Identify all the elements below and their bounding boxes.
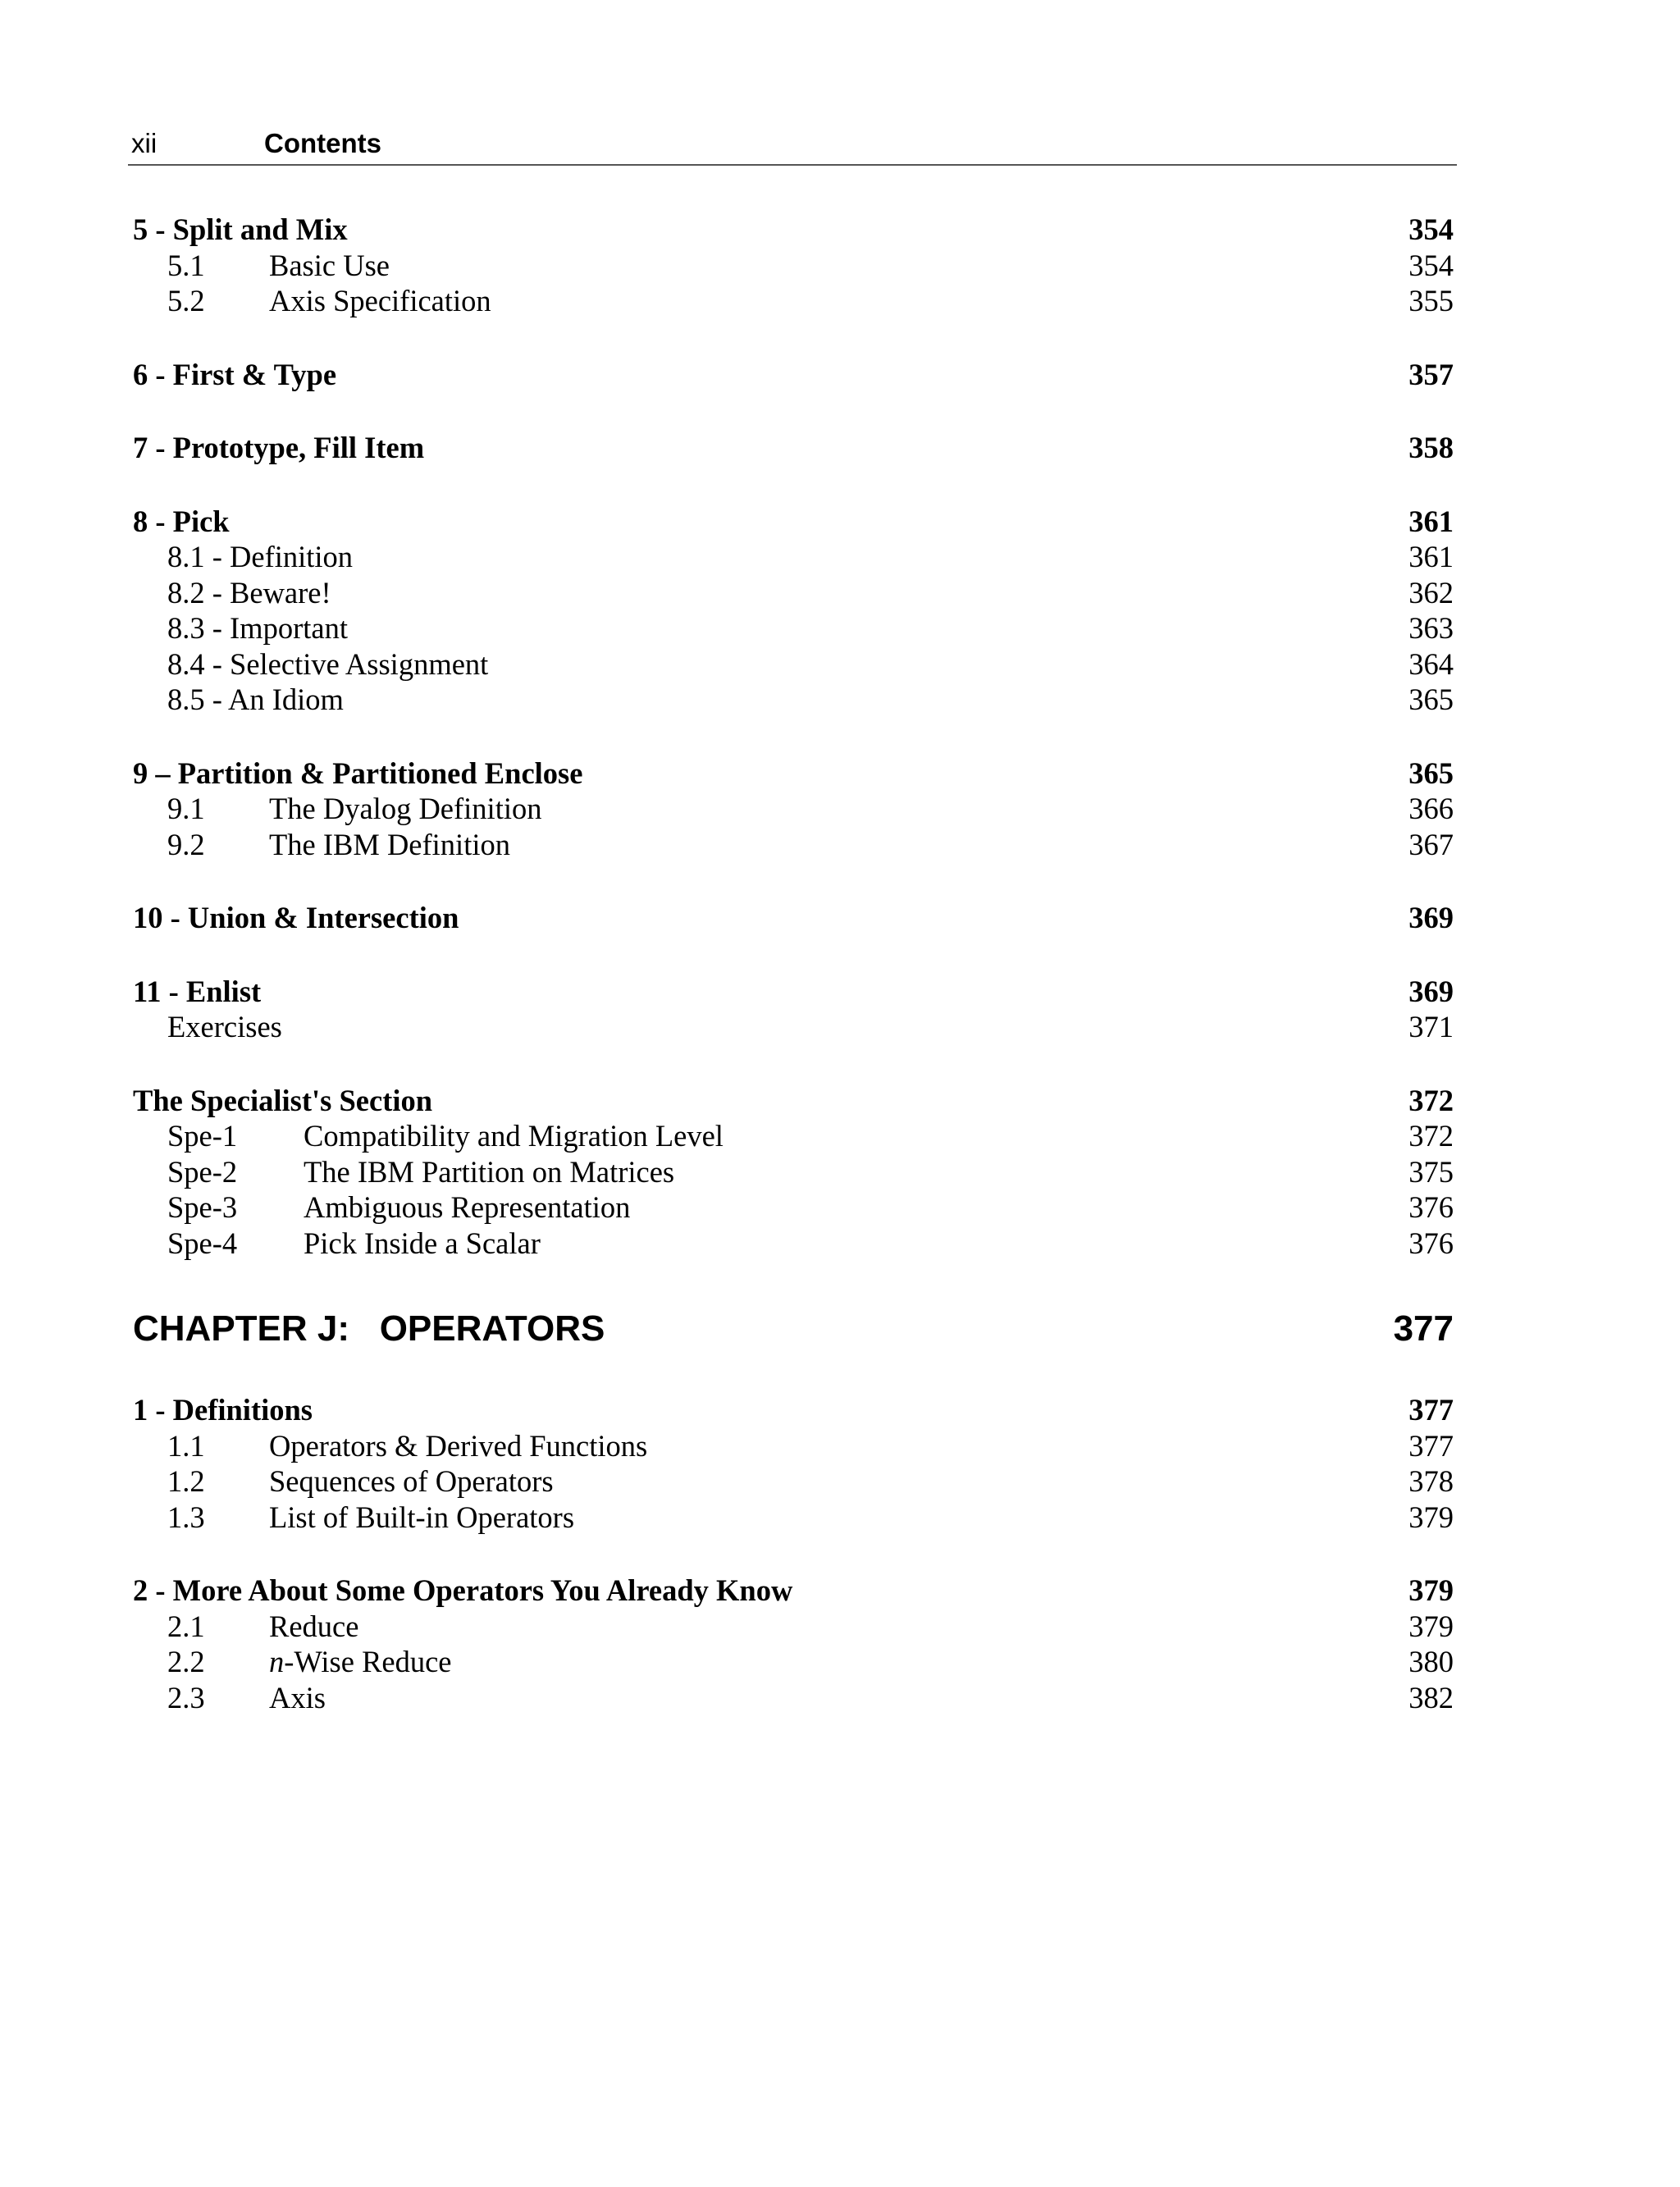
subentry-title: Sequences of Operators xyxy=(269,1464,554,1498)
entry-page: 377 xyxy=(1408,1393,1454,1427)
subentry-page: 377 xyxy=(1408,1428,1454,1463)
entry-title: 2 - More About Some Operators You Already Know xyxy=(133,1573,793,1607)
subentry-title: Ambiguous Representation xyxy=(304,1190,631,1224)
entry-title: 8 - Pick xyxy=(133,504,230,538)
toc-entry[interactable] xyxy=(133,900,1454,936)
entry-page: 361 xyxy=(1408,504,1454,538)
subentry-number: Spe-3 xyxy=(167,1190,238,1224)
entry-title: 7 - Prototype, Fill Item xyxy=(133,431,425,464)
toc-section xyxy=(133,1083,1454,1262)
subentry-number: 1.3 xyxy=(167,1500,205,1534)
subentry-number: 9.1 xyxy=(167,792,205,825)
entry-title: 6 - First & Type xyxy=(133,357,337,391)
toc-subentry[interactable] xyxy=(133,610,1454,646)
toc-section xyxy=(133,504,1454,718)
entry-title: 1 - Definitions xyxy=(133,1393,313,1427)
subentry-title: 8.2 - Beware! xyxy=(167,575,331,610)
subentry-number: Spe-4 xyxy=(167,1226,238,1260)
subentry-page: 379 xyxy=(1408,1500,1454,1534)
toc-entry[interactable] xyxy=(133,756,1454,792)
entry-title: 11 - Enlist xyxy=(133,974,262,1008)
subentry-title: 8.3 - Important xyxy=(167,611,348,645)
toc-section xyxy=(133,756,1454,863)
subentry-number: 2.3 xyxy=(167,1680,205,1714)
subentry-title-rest: -Wise Reduce xyxy=(284,1645,452,1678)
running-header xyxy=(128,123,1457,166)
toc-subentry[interactable] xyxy=(133,248,1454,284)
table-of-contents xyxy=(133,212,1454,1753)
entry-page: 357 xyxy=(1408,357,1454,391)
subentry-number: 5.1 xyxy=(167,248,205,282)
toc-entry[interactable] xyxy=(133,1083,1454,1119)
toc-entry[interactable] xyxy=(133,1392,1454,1428)
toc-section xyxy=(133,900,1454,936)
toc-subentry[interactable] xyxy=(133,1644,1454,1680)
toc-subentry[interactable] xyxy=(133,682,1454,718)
subentry-page: 376 xyxy=(1408,1190,1454,1224)
subentry-title: 8.1 - Definition xyxy=(167,540,354,573)
subentry-number: 9.2 xyxy=(167,827,205,861)
subentry-title: Exercises xyxy=(167,1010,282,1043)
subentry-title: Axis xyxy=(269,1680,326,1714)
subentry-title-italic: n xyxy=(269,1645,285,1678)
toc-subentry[interactable] xyxy=(133,1189,1454,1226)
subentry-page: 375 xyxy=(1408,1154,1454,1189)
subentry-title: Reduce xyxy=(269,1609,359,1643)
toc-entry[interactable] xyxy=(133,1573,1454,1609)
toc-subentry[interactable] xyxy=(133,1428,1454,1464)
entry-page: 369 xyxy=(1408,974,1454,1008)
chapter-title: CHAPTER J: OPERATORS xyxy=(133,1308,605,1349)
toc-subentry[interactable] xyxy=(133,1009,1454,1045)
subentry-page: 378 xyxy=(1408,1464,1454,1498)
toc-entry[interactable] xyxy=(133,430,1454,466)
subentry-page: 362 xyxy=(1408,575,1454,610)
subentry-page: 361 xyxy=(1408,540,1454,573)
subentry-number: 1.1 xyxy=(167,1428,205,1463)
toc-subentry[interactable] xyxy=(133,646,1454,683)
page-number: xii xyxy=(131,128,158,158)
toc-subentry[interactable] xyxy=(133,1154,1454,1190)
toc-subentry[interactable] xyxy=(133,283,1454,319)
subentry-title: Basic Use xyxy=(269,248,390,282)
subentry-page: 354 xyxy=(1408,248,1454,282)
subentry-page: 365 xyxy=(1408,683,1454,716)
toc-subentry[interactable] xyxy=(133,1680,1454,1716)
subentry-title: Compatibility and Migration Level xyxy=(304,1119,724,1153)
entry-title: 9 – Partition & Partitioned Enclose xyxy=(133,756,583,790)
toc-entry[interactable] xyxy=(133,504,1454,540)
subentry-number: 2.1 xyxy=(167,1609,205,1643)
subentry-title: The IBM Partition on Matrices xyxy=(304,1154,675,1189)
toc-subentry[interactable] xyxy=(133,827,1454,863)
toc-subentry[interactable] xyxy=(133,1118,1454,1154)
toc-subentry[interactable] xyxy=(133,575,1454,611)
subentry-title: Operators & Derived Functions xyxy=(269,1428,648,1463)
toc-subentry[interactable] xyxy=(133,1500,1454,1536)
entry-title: The Specialist's Section xyxy=(133,1083,433,1117)
subentry-page: 372 xyxy=(1408,1119,1454,1153)
toc-section xyxy=(133,1392,1454,1535)
subentry-page: 379 xyxy=(1408,1609,1454,1643)
subentry-page: 363 xyxy=(1408,611,1454,645)
toc-subentry[interactable] xyxy=(133,539,1454,575)
subentry-title: 8.4 - Selective Assignment xyxy=(167,646,489,681)
subentry-number: Spe-2 xyxy=(167,1154,238,1189)
entry-page: 358 xyxy=(1408,431,1454,464)
subentry-title: List of Built-in Operators xyxy=(269,1500,575,1534)
entry-page: 354 xyxy=(1408,212,1454,246)
subentry-title: Pick Inside a Scalar xyxy=(304,1226,541,1260)
subentry-page: 367 xyxy=(1408,827,1454,861)
toc-entry[interactable] xyxy=(133,212,1454,248)
subentry-title xyxy=(269,1644,452,1680)
entry-page: 379 xyxy=(1408,1573,1454,1607)
subentry-number: 2.2 xyxy=(167,1645,205,1678)
subentry-number: Spe-1 xyxy=(167,1119,238,1153)
toc-section xyxy=(133,974,1454,1045)
subentry-page: 364 xyxy=(1408,646,1454,681)
subentry-title: Axis Specification xyxy=(269,284,491,317)
toc-section xyxy=(133,430,1454,466)
chapter-heading[interactable] xyxy=(133,1299,1454,1367)
toc-subentry[interactable] xyxy=(133,1463,1454,1500)
subentry-number: 1.2 xyxy=(167,1464,205,1498)
entry-title: 10 - Union & Intersection xyxy=(133,901,459,934)
toc-subentry[interactable] xyxy=(133,1226,1454,1262)
toc-entry[interactable] xyxy=(133,357,1454,393)
subentry-number: 5.2 xyxy=(167,284,205,317)
subentry-page: 382 xyxy=(1408,1680,1454,1714)
subentry-title: The IBM Definition xyxy=(269,827,510,861)
toc-subentry[interactable] xyxy=(133,791,1454,827)
running-title: Contents xyxy=(264,128,381,158)
toc-section xyxy=(133,212,1454,319)
toc-entry[interactable] xyxy=(133,974,1454,1010)
subentry-title: The Dyalog Definition xyxy=(269,792,542,825)
toc-subentry[interactable] xyxy=(133,1609,1454,1645)
entry-page: 372 xyxy=(1408,1083,1454,1117)
subentry-page: 380 xyxy=(1408,1645,1454,1678)
subentry-page: 376 xyxy=(1408,1226,1454,1260)
toc-section xyxy=(133,357,1454,393)
toc-section xyxy=(133,1573,1454,1715)
subentry-page: 355 xyxy=(1408,284,1454,317)
subentry-page: 371 xyxy=(1408,1010,1454,1043)
subentry-title: 8.5 - An Idiom xyxy=(167,683,344,716)
chapter-page: 377 xyxy=(1393,1308,1454,1349)
subentry-page: 366 xyxy=(1408,792,1454,825)
entry-title: 5 - Split and Mix xyxy=(133,212,348,246)
entry-page: 365 xyxy=(1408,756,1454,790)
entry-page: 369 xyxy=(1408,901,1454,934)
